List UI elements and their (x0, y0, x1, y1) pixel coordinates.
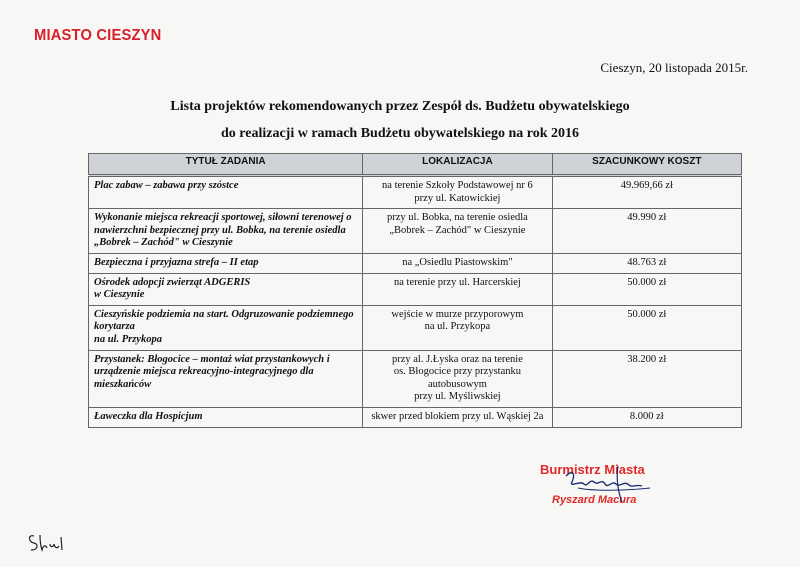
project-title-cell (89, 407, 363, 427)
document-title-line2: do realizacji w ramach Budżetu obywatelskiego na rok 2016 (220, 126, 580, 141)
project-cost: 49.969,66 zł (620, 180, 673, 191)
project-location-cell (363, 253, 552, 273)
project-title-cell (89, 350, 363, 407)
project-cost: 8.000 zł (629, 410, 664, 422)
column-header-title: TYTUŁ ZADANIA (89, 154, 363, 176)
stamp-title: Burmistrz Miasta (540, 462, 645, 477)
table-row (89, 305, 742, 350)
table-row (89, 176, 742, 209)
table-row (89, 407, 742, 427)
projects-table (88, 153, 742, 428)
document-title-line1: Lista projektów rekomendowanych przez Zespół ds. Budżetu obywatelskiego (170, 99, 630, 114)
column-header-location: LOKALIZACJA (363, 154, 552, 176)
project-location-cell (363, 407, 552, 427)
project-cost: 50.000 zł (627, 276, 667, 288)
project-location: skwer przed blokiem przy ul. Wąskiej 2a (371, 410, 544, 422)
document-date: Cieszyn, 20 listopada 2015r. (600, 60, 748, 75)
table-row (89, 273, 742, 305)
project-title: Cieszyńskie podziemia na start. Odgruzowanie podziemnego korytarza na ul. Przykopa (94, 308, 354, 345)
table-row (89, 253, 742, 273)
project-title: Przystanek: Błogocice – montaż wiat przystankowych i urządzenie miejsca rekreacyjno-integracyjnego dla mieszkańców (94, 353, 330, 390)
project-location: na terenie Szkoły Podstawowej nr 6 przy ul. Katowickiej (382, 180, 533, 204)
mayor-signature-stamp (532, 458, 682, 518)
initials-signature-icon (26, 532, 66, 554)
project-cost: 50.000 zł (627, 308, 667, 320)
table-row (89, 209, 742, 254)
table-row (89, 350, 742, 407)
project-location-cell (363, 350, 552, 407)
project-cost-cell (552, 350, 741, 407)
project-location-cell (363, 209, 552, 254)
project-cost-cell (552, 305, 741, 350)
project-cost-cell (552, 253, 741, 273)
project-location: wejście w murze przyporowym na ul. Przykopa (391, 308, 524, 333)
handwritten-signature-icon (532, 458, 682, 518)
stamp-name: Ryszard Macura (552, 494, 637, 506)
project-cost: 49.990 zł (627, 212, 667, 224)
project-title: Bezpieczna i przyjazna strefa – II etap (94, 256, 259, 268)
city-logo: MIASTO CIESZYN (34, 27, 162, 44)
project-title-cell (89, 176, 363, 209)
project-location: na terenie przy ul. Harcerskiej (394, 276, 521, 288)
project-cost-cell (552, 209, 741, 254)
project-location: przy al. J.Łyska oraz na terenie os. Błogocice przy przystanku autobusowym przy ul. Myśliwskiej (391, 353, 523, 403)
project-location-cell (363, 273, 552, 305)
project-location: przy ul. Bobka, na terenie osiedla „Bobrek – Zachód" w Cieszynie (387, 212, 528, 236)
project-location: na „Osiedlu Piastowskim" (402, 256, 513, 268)
project-title-cell (89, 253, 363, 273)
project-title: Plac zabaw – zabawa przy szóstce (94, 180, 239, 191)
project-cost-cell (552, 273, 741, 305)
project-cost-cell (552, 407, 741, 427)
project-cost: 38.200 zł (627, 353, 667, 365)
project-title-cell (89, 209, 363, 254)
project-title-cell (89, 305, 363, 350)
column-header-cost: SZACUNKOWY KOSZT (552, 154, 741, 176)
project-title: Ławeczka dla Hospicjum (94, 410, 203, 422)
project-title: Ośrodek adopcji zwierząt ADGERIS w Cieszynie (94, 276, 251, 301)
project-location-cell (363, 305, 552, 350)
table-header-row (89, 154, 742, 176)
project-cost: 48.763 zł (627, 256, 667, 268)
project-location-cell (363, 176, 552, 209)
project-title-cell (89, 273, 363, 305)
project-cost-cell (552, 176, 741, 209)
project-title: Wykonanie miejsca rekreacji sportowej, siłowni terenowej o nawierzchni bezpiecznej przy ul. Bobka, na terenie osiedla „Bobrek – Zachód" w Cieszynie (94, 212, 352, 249)
